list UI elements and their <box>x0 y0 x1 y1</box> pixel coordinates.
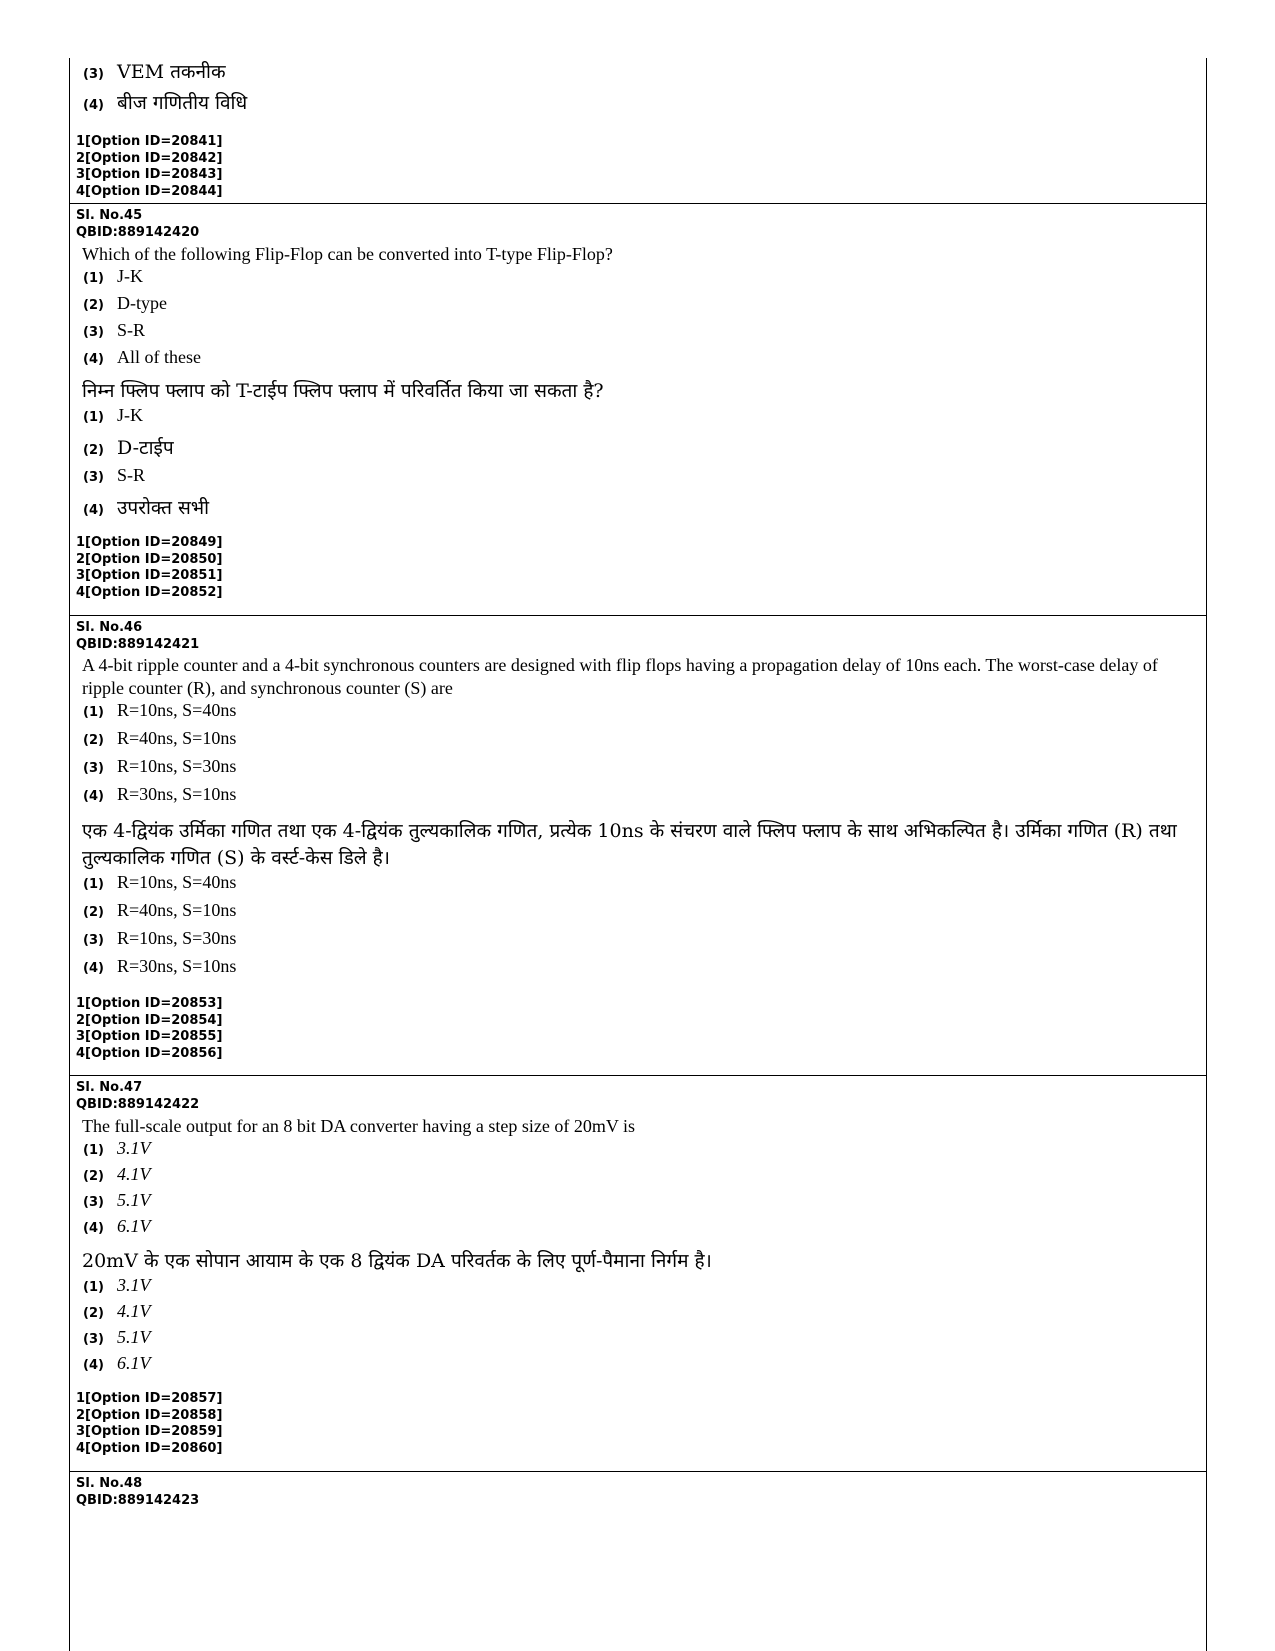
option-number: (3) <box>83 1195 104 1210</box>
question-block-46 <box>70 616 1206 1076</box>
option <box>76 1353 1200 1379</box>
option-id: 4[Option ID=20844] <box>76 183 223 199</box>
option-text: D-टाईप <box>117 437 174 459</box>
option-number: (2) <box>83 733 104 748</box>
option-id-list <box>76 996 1200 1062</box>
option-id: 1[Option ID=20857] <box>76 1391 223 1406</box>
option <box>76 1216 1200 1242</box>
option-text: R=10ns, S=30ns <box>117 928 237 948</box>
option <box>76 266 1200 293</box>
option <box>76 784 1200 812</box>
option <box>76 1164 1200 1190</box>
option-id: 1[Option ID=20853] <box>76 996 223 1011</box>
option-number: (2) <box>83 298 104 313</box>
option <box>76 347 1200 374</box>
serial-number: Sl. No.45 <box>76 208 143 223</box>
option-id: 2[Option ID=20850] <box>76 551 223 567</box>
option-number: (1) <box>83 705 104 720</box>
option-id-list <box>76 535 1200 601</box>
option <box>76 1138 1200 1164</box>
option <box>76 700 1200 728</box>
qbid: QBID:889142421 <box>76 636 200 652</box>
serial-number: Sl. No.46 <box>76 620 143 635</box>
question-block-45 <box>70 204 1206 616</box>
option <box>76 89 1200 120</box>
option-id: 3[Option ID=20851] <box>76 568 223 583</box>
option-text: J-K <box>117 266 143 286</box>
option-number: (3) <box>83 325 104 340</box>
option-id: 2[Option ID=20858] <box>76 1407 223 1423</box>
option <box>76 900 1200 928</box>
option-number: (3) <box>83 67 104 82</box>
option <box>76 728 1200 756</box>
option-text: 4.1V <box>117 1301 151 1321</box>
option-number: (1) <box>83 271 104 286</box>
option <box>76 494 1200 525</box>
option-number: (2) <box>83 1306 104 1321</box>
option <box>76 1275 1200 1301</box>
question-paper-frame <box>69 58 1207 1651</box>
option-text: उपरोक्त सभी <box>117 497 210 519</box>
option-text: 3.1V <box>117 1138 151 1158</box>
option-number: (3) <box>83 761 104 776</box>
question-block-48 <box>70 1472 1206 1513</box>
option-text: R=40ns, S=10ns <box>117 900 237 920</box>
option <box>76 320 1200 347</box>
option-text: D-type <box>117 293 167 313</box>
question-text-hindi: 20mV के एक सोपान आयाम के एक 8 द्वियंक DA परिवर्तक के लिए पूर्ण-पैमाना निर्गम है। <box>82 1250 712 1272</box>
option-text: R=30ns, S=10ns <box>117 956 237 976</box>
option <box>76 956 1200 984</box>
option-number: (4) <box>83 1221 104 1236</box>
option <box>76 872 1200 900</box>
option-id-list <box>76 1391 1200 1457</box>
option-id: 4[Option ID=20860] <box>76 1440 223 1456</box>
option-number: (4) <box>83 789 104 804</box>
option-id: 3[Option ID=20843] <box>76 167 223 182</box>
option-id: 2[Option ID=20842] <box>76 150 223 166</box>
option-text: 5.1V <box>117 1327 151 1347</box>
question-text-english: A 4-bit ripple counter and a 4-bit synchronous counters are designed with flip flops having a propagation delay of 10ns each. The worst-case delay of ripple counter (R), and synchronous counter (S) are <box>82 655 1158 698</box>
question-block-47 <box>70 1076 1206 1472</box>
option-text: S-R <box>117 320 146 340</box>
option-id: 1[Option ID=20849] <box>76 535 223 550</box>
option-number: (1) <box>83 1143 104 1158</box>
option <box>76 58 1200 89</box>
option-text: R=40ns, S=10ns <box>117 728 237 748</box>
qbid: QBID:889142423 <box>76 1492 200 1508</box>
option-number: (2) <box>83 905 104 920</box>
option <box>76 1327 1200 1353</box>
option-text: R=30ns, S=10ns <box>117 784 237 804</box>
option-text: बीज गणितीय विधि <box>117 92 248 114</box>
option <box>76 465 1200 494</box>
option-text: 4.1V <box>117 1164 151 1184</box>
option-text: 5.1V <box>117 1190 151 1210</box>
option-id: 4[Option ID=20856] <box>76 1045 223 1061</box>
question-block-44-continuation <box>70 58 1206 204</box>
option-text: All of these <box>117 347 201 367</box>
option <box>76 434 1200 465</box>
option-number: (2) <box>83 1169 104 1184</box>
option <box>76 293 1200 320</box>
option-text: R=10ns, S=40ns <box>117 872 237 892</box>
option-number: (1) <box>83 877 104 892</box>
option-id: 4[Option ID=20852] <box>76 584 223 600</box>
option <box>76 405 1200 434</box>
option-text: 6.1V <box>117 1353 151 1373</box>
option-text: VEM तकनीक <box>117 61 226 83</box>
option-text: 6.1V <box>117 1216 151 1236</box>
question-text-english: Which of the following Flip-Flop can be converted into T-type Flip-Flop? <box>82 244 613 264</box>
question-text-hindi: निम्न फ्लिप फ्लाप को T-टाईप फ्लिप फ्लाप में परिवर्तित किया जा सकता है? <box>82 380 604 402</box>
option-text: J-K <box>117 405 143 425</box>
option-number: (3) <box>83 933 104 948</box>
option-number: (4) <box>83 352 104 367</box>
option-number: (3) <box>83 1332 104 1347</box>
option-text: R=10ns, S=40ns <box>117 700 237 720</box>
option <box>76 928 1200 956</box>
option-id: 3[Option ID=20855] <box>76 1029 223 1044</box>
option-id: 1[Option ID=20841] <box>76 134 223 149</box>
option-number: (4) <box>83 961 104 976</box>
question-text-hindi: एक 4-द्वियंक उर्मिका गणित तथा एक 4-द्वियंक तुल्यकालिक गणित, प्रत्येक 10ns के संचरण वाले फ्लिप फ्लाप के साथ अभिकल्पित है। उर्मिका गणित (R) तथा तुल्यकालिक गणित (S) के वर्स्ट-केस डिले है। <box>82 820 1177 869</box>
option <box>76 756 1200 784</box>
option-id: 3[Option ID=20859] <box>76 1424 223 1439</box>
option-id-list <box>76 134 1200 200</box>
option-number: (4) <box>83 503 104 518</box>
option <box>76 1301 1200 1327</box>
option-number: (3) <box>83 470 104 485</box>
serial-number: Sl. No.47 <box>76 1080 143 1095</box>
option-number: (1) <box>83 410 104 425</box>
qbid: QBID:889142422 <box>76 1096 200 1112</box>
option-number: (4) <box>83 1358 104 1373</box>
option-text: 3.1V <box>117 1275 151 1295</box>
option <box>76 1190 1200 1216</box>
option-number: (4) <box>83 98 104 113</box>
option-id: 2[Option ID=20854] <box>76 1012 223 1028</box>
option-number: (1) <box>83 1280 104 1295</box>
option-number: (2) <box>83 443 104 458</box>
qbid: QBID:889142420 <box>76 224 200 240</box>
question-text-english: The full-scale output for an 8 bit DA converter having a step size of 20mV is <box>82 1116 636 1136</box>
serial-number: Sl. No.48 <box>76 1476 143 1491</box>
option-text: S-R <box>117 465 146 485</box>
option-text: R=10ns, S=30ns <box>117 756 237 776</box>
